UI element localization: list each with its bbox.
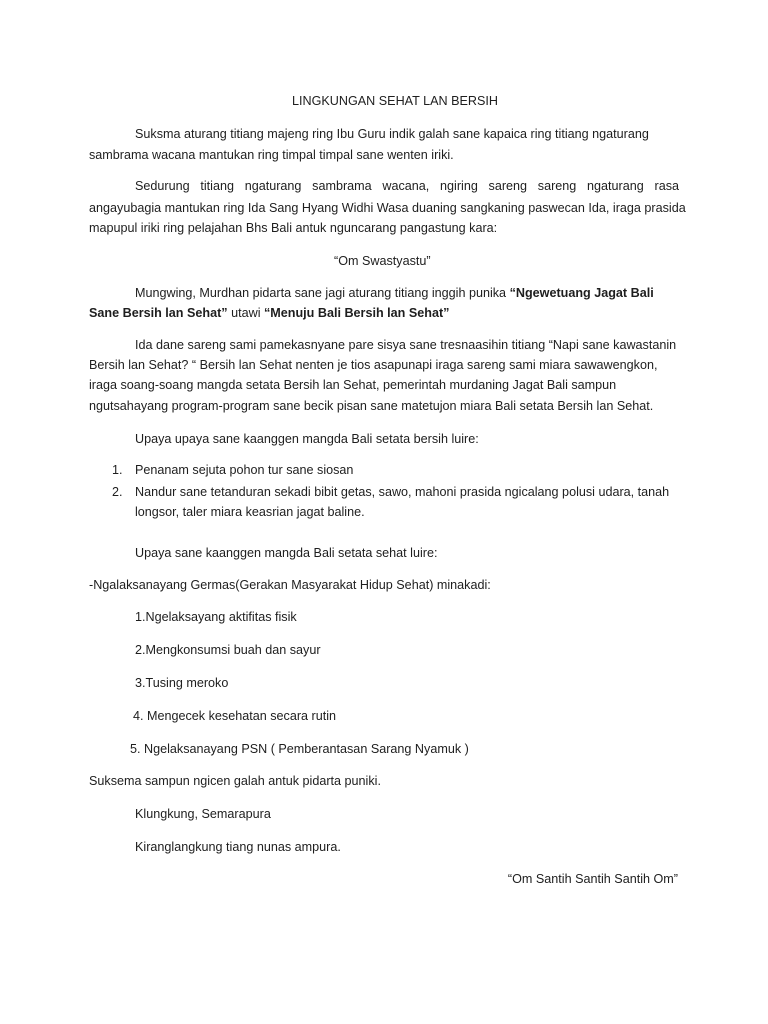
document-title: LINGKUNGAN SEHAT LAN BERSIH [292,94,498,108]
speech-theme-part-1: “Ngewetuang Jagat Bali [509,286,654,300]
paragraph-2-line-2: angayubagia mantukan ring Ida Sang Hyang Widhi Wasa duaning sangkaning paswecan Ida, iraga prasida [89,201,686,215]
list-1-number-1: 1. [112,463,123,477]
paragraph-4-line-1: Ida dane sareng sami pamekasnyane pare sisya sane tresnaasihin titiang “Napi sane kawastanin [135,338,677,352]
paragraph-3-line-2 [89,305,449,322]
list-2-item-3: 3.Tusing meroko [135,676,229,690]
paragraph-3-text: Mungwing, Murdhan pidarta sane jagi aturang titiang inggih punika [135,286,510,300]
paragraph-6: Upaya sane kaanggen mangda Bali setata sehat luire: [135,546,438,560]
list-1-number-2: 2. [112,485,123,499]
paragraph-2-line-1: Sedurung titiang ngaturang sambrama wacana, ngiring sareng sareng ngaturang rasa [135,179,679,193]
paragraph-3-connector: utawi [227,306,264,320]
paragraph-4-line-4: ngutsahayang program-program sane becik pisan sane matetujon miara Bali setata Bersih lan Sehat. [89,399,654,413]
list-1-item-1: Penanam sejuta pohon tur sane siosan [135,463,354,477]
list-2-item-1: 1.Ngelaksayang aktifitas fisik [135,610,297,624]
paragraph-7: -Ngalaksanayang Germas(Gerakan Masyarakat Hidup Sehat) minakadi: [89,578,491,592]
list-2-item-4: 4. Mengecek kesehatan secara rutin [133,709,337,723]
paragraph-3-line-1 [135,285,654,302]
paragraph-1-line-1: Suksma aturang titiang majeng ring Ibu Guru indik galah sane kapaica ring titiang ngaturang [135,127,649,141]
paragraph-1-line-2: sambrama wacana mantukan ring timpal timpal sane wenten iriki. [89,148,454,162]
place-line: Klungkung, Semarapura [135,807,271,821]
speech-theme-alternative: “Menuju Bali Bersih lan Sehat” [264,306,450,320]
closing-sentence: Suksema sampun ngicen galah antuk pidarta puniki. [89,774,381,788]
list-2-item-2: 2.Mengkonsumsi buah dan sayur [135,643,321,657]
apology-line: Kiranglangkung tiang nunas ampura. [135,840,341,854]
paragraph-5: Upaya upaya sane kaanggen mangda Bali setata bersih luire: [135,432,479,446]
paragraph-4-line-2: Bersih lan Sehat? “ Bersih lan Sehat nenten je tios asapunapi iraga sareng sami miara sawawengkon, [89,358,658,372]
list-2-item-5: 5. Ngelaksanayang PSN ( Pemberantasan Sarang Nyamuk ) [130,742,469,756]
list-1-item-2: Nandur sane tetanduran sekadi bibit getas, sawo, mahoni prasida ngicalang polusi udara, tanah [135,485,670,499]
greeting: “Om Swastyastu” [334,254,431,268]
paragraph-2-line-3: mapupul iriki ring pelajahan Bhs Bali antuk nguncarang pangastung kara: [89,221,498,235]
farewell-greeting: “Om Santih Santih Santih Om” [507,872,678,886]
list-1-item-2-continued: longsor, taler miara keasrian jagat baline. [135,505,365,519]
paragraph-4-line-3: iraga soang-soang mangda setata Bersih lan Sehat, pemerintah murdaning Jagat Bali sampun [89,378,617,392]
speech-theme-part-2: Sane Bersih lan Sehat” [89,306,228,320]
